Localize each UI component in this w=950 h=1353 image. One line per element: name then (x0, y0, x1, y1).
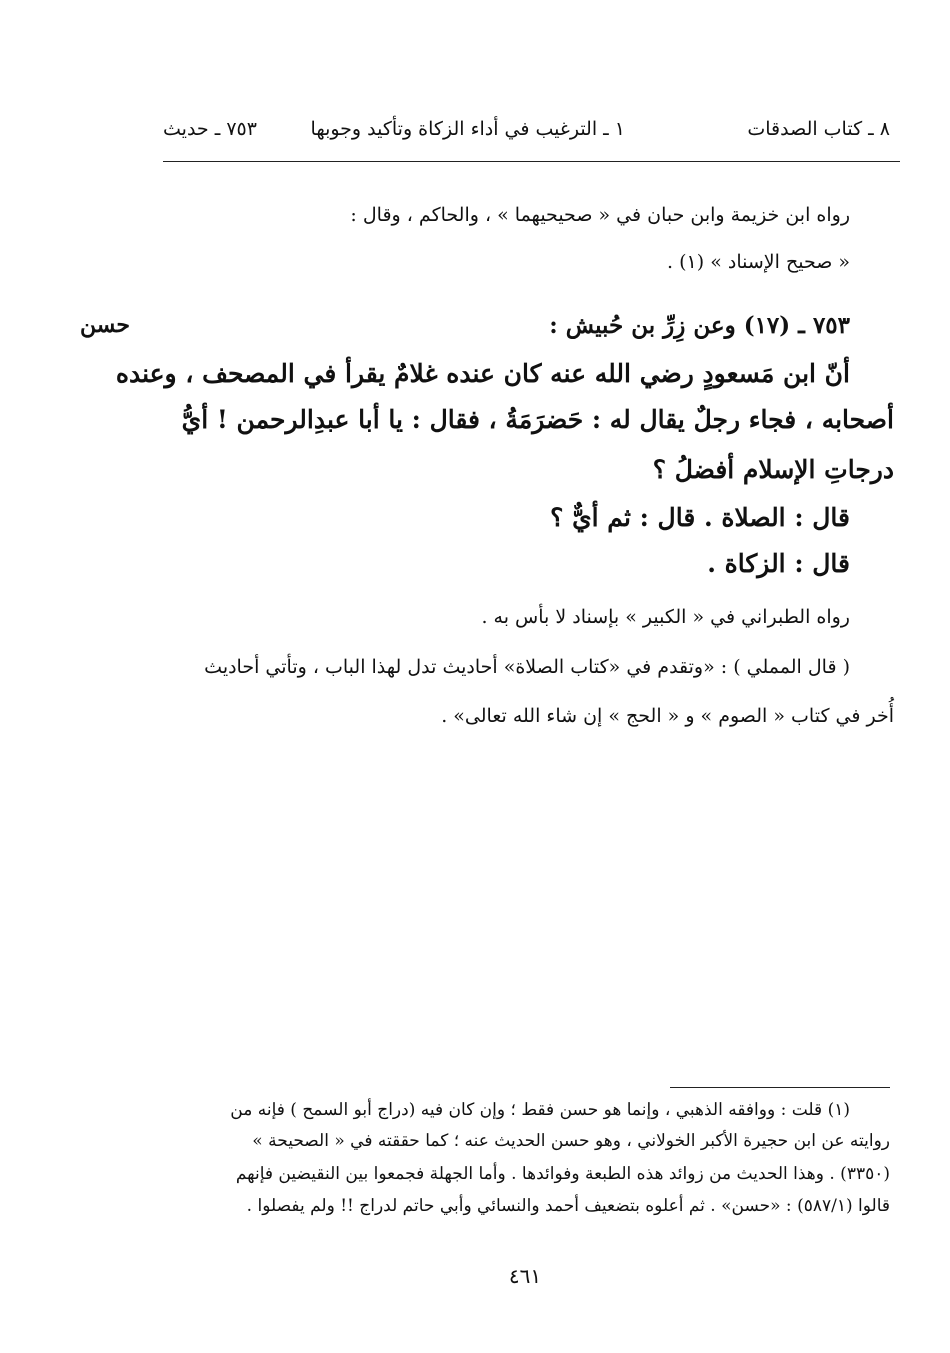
header-section: ١ ـ الترغيب في أداء الزكاة وتأكيد وجوبها (310, 118, 625, 140)
hadith-text-line2: أصحابه ، فجاء رجلٌ يقال له : حَضرَمَةُ ، فقال : يا أبا عبدِالرحمن ! أيُّ (181, 405, 894, 434)
prev-hadith-source-line1: رواه ابن خزيمة وابن حبان في « صحيحيهما » ، والحاكم ، وقال : (350, 204, 850, 226)
header-hadith-ref: ٧٥٣ ـ حديث (163, 118, 257, 140)
hadith-text-line3: درجاتِ الإسلام أفضلُ ؟ (652, 455, 894, 484)
running-header (163, 112, 890, 152)
compiler-note-line1: ( قال المملي ) : «وتقدم في «كتاب الصلاة» أحاديث تدل لهذا الباب ، وتأتي أحاديث (204, 656, 850, 678)
hadith-grade: حسن (80, 312, 130, 338)
header-chapter: ٨ ـ كتاب الصدقات (747, 118, 890, 140)
footnote-line2: روايته عن ابن حجيرة الأكبر الخولاني ، وهو حسن الحديث عنه ؛ كما حققته في « الصحيحة » (252, 1131, 890, 1151)
hadith-intro: ٧٥٣ ـ (١٧) وعن زِرِّ بن حُبيش : (549, 312, 850, 339)
footnote-line4: قالوا (٥٨٧/١) : «حسن» . ثم أعلوه بتضعيف أحمد والنسائي وأبي حاتم لدراج !! ولم يفصلوا . (246, 1196, 890, 1216)
header-divider (163, 161, 900, 162)
hadith-source: رواه الطبراني في « الكبير » بإسناد لا بأس به . (481, 606, 850, 628)
hadith-text-line5: قال : الزكاة . (707, 549, 850, 578)
page-number: ٤٦١ (508, 1264, 542, 1288)
footnote-line3: (٣٣٥٠) . وهذا الحديث من زوائد هذه الطبعة وفوائدها . وأما الجهلة فجمعوا بين النقيضين فإنهم (235, 1164, 890, 1184)
hadith-text-line4: قال : الصلاة . قال : ثم أيٌّ ؟ (550, 503, 850, 532)
hadith-text-line1: أنّ ابن مَسعودٍ رضي الله عنه كان عنده غلامٌ يقرأ في المصحف ، وعنده (115, 359, 850, 388)
footnote-line1: (١) قلت : ووافقه الذهبي ، وإنما هو حسن فقط ؛ وإن كان فيه (دراج أبو السمح ) فإنه من (230, 1100, 850, 1120)
prev-hadith-source-line2: « صحيح الإسناد » (١) . (667, 251, 850, 273)
footnote-divider (670, 1087, 890, 1088)
compiler-note-line2: أُخر في كتاب « الصوم » و « الحج » إن شاء الله تعالى» . (441, 705, 894, 727)
